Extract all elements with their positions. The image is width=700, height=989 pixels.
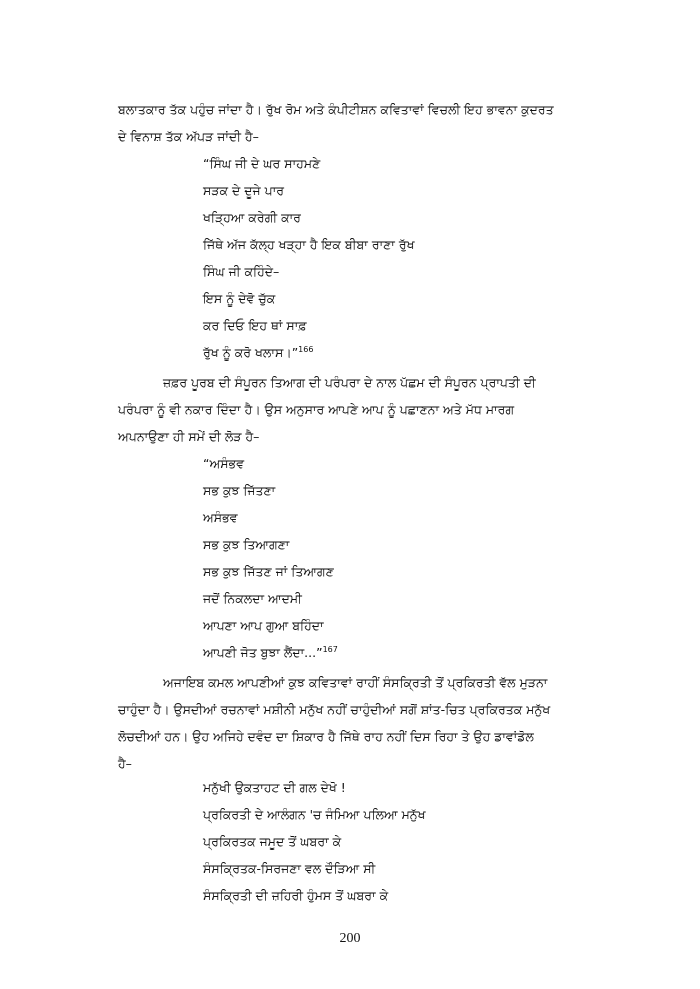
- paragraph-line: ਪਰੰਪਰਾ ਨੂੰ ਵੀ ਨਕਾਰ ਦਿੰਦਾ ਹੈ। ਉਸ ਅਨੁਸਾਰ ਆਪਣੇ ਆਪ ਨੂੰ ਪਛਾਣਨਾ ਅਤੇ ਮੱਧ ਮਾਰਗ: [118, 402, 515, 417]
- paragraph-line: ਹੈ–: [118, 756, 132, 771]
- poem-line: ਸੰਸਕ੍ਰਿਤਕ-ਸਿਰਜਣਾ ਵਲ ਦੌੜਿਆ ਸੀ: [203, 861, 376, 876]
- poem-line: ਖੜ੍ਹਿਆ ਕਰੇਗੀ ਕਾਰ: [203, 210, 301, 225]
- poem-line: ਜਿੱਥੇ ਅੱਜ ਕੱਲ੍ਹ ਖੜ੍ਹਾ ਹੈ ਇਕ ਬੀਬਾ ਰਾਣਾ ਰੁੱਖ: [203, 237, 415, 252]
- paragraph-line: ਲੋਚਦੀਆਂ ਹਨ। ਉਹ ਅਜਿਹੇ ਦਵੰਦ ਦਾ ਸ਼ਿਕਾਰ ਹੈ ਜਿੱਥੇ ਰਾਹ ਨਹੀਂ ਦਿਸ ਰਿਹਾ ਤੇ ਉਹ ਡਾਵਾਂਡੋਲ: [118, 729, 534, 744]
- poem-line: ਸੰਸਕ੍ਰਿਤੀ ਦੀ ਜ਼ਹਿਰੀ ਹੁੰਮਸ ਤੋਂ ਘਬਰਾ ਕੇ: [203, 888, 389, 903]
- poem-line: “ਅਸੰਭਵ: [203, 456, 245, 471]
- paragraph-text: ਬਲਾਤਕਾਰ ਤੱਕ ਪਹੁੰਚ ਜਾਂਦਾ ਹੈ। ਰੁੱਖ ਰੋਮ ਅਤੇ ਕੰਪੀਟੀਸ਼ਨ ਕਵਿਤਾਵਾਂ ਵਿਚਲੀ ਇਹ ਭਾਵਨਾ ਕੁਦਰਤ: [118, 102, 554, 117]
- paragraph-line: ਦੇ ਵਿਨਾਸ਼ ਤੱਕ ਅੱਪੜ ਜਾਂਦੀ ਹੈ–: [118, 129, 259, 144]
- footnote-marker: 166: [298, 344, 314, 354]
- poem-line-text: ਰੁੱਖ ਨੂੰ ਕਰੋ ਖਲਾਸ।”: [203, 345, 299, 360]
- poem-line: ਇਸ ਨੂੰ ਦੇਵੋ ਚੁੱਕ: [203, 291, 276, 306]
- poem-line: ਸਭ ਕੁਝ ਜਿੱਤਣਾ: [203, 483, 276, 498]
- poem-line: ਸਭ ਕੁਝ ਜਿੱਤਣ ਜਾਂ ਤਿਆਗਣ: [203, 564, 334, 579]
- poem-line: ਪ੍ਰਕਿਰਤਕ ਜਮੂਦ ਤੋਂ ਘਬਰਾ ਕੇ: [203, 834, 342, 849]
- poem-line: ਮਨੁੱਖੀ ਉਕਤਾਹਟ ਦੀ ਗਲ ਦੇਖੋ !: [203, 780, 346, 795]
- poem-line: ਸੜਕ ਦੇ ਦੂਜੇ ਪਾਰ: [203, 183, 285, 198]
- poem-line: “ਸਿੰਘ ਜੀ ਦੇ ਘਰ ਸਾਹਮਣੇ: [203, 156, 321, 171]
- page-number: 200: [339, 931, 361, 946]
- poem-line: ਆਪਣਾ ਆਪ ਗੁਆ ਬਹਿੰਦਾ: [203, 618, 324, 633]
- poem-line: ਸਭ ਕੁਝ ਤਿਆਗਣਾ: [203, 537, 290, 552]
- paragraph-line: [118, 102, 581, 118]
- paragraph-line: ਅਜਾਇਬ ਕਮਲ ਆਪਣੀਆਂ ਕੁਝ ਕਵਿਤਾਵਾਂ ਰਾਹੀਂ ਸੰਸਕ੍ਰਿਤੀ ਤੋਂ ਪ੍ਰਕਿਰਤੀ ਵੱਲ ਮੁੜਨਾ: [163, 675, 548, 690]
- poem-line: [203, 345, 313, 361]
- footnote-marker: 167: [322, 644, 338, 654]
- poem-line-text: ਆਪਣੀ ਜੋਤ ਬੁਝਾ ਲੈਂਦਾ...”: [203, 645, 323, 660]
- poem-line: ਪ੍ਰਕਿਰਤੀ ਦੇ ਆਲੰਗਨ 'ਚ ਜੰਮਿਆ ਪਲਿਆ ਮਨੁੱਖ: [203, 807, 426, 822]
- paragraph-line: ਚਾਹੁੰਦਾ ਹੈ। ਉਸਦੀਆਂ ਰਚਨਾਵਾਂ ਮਸ਼ੀਨੀ ਮਨੁੱਖ ਨਹੀਂ ਚਾਹੁੰਦੀਆਂ ਸਗੋਂ ਸ਼ਾਂਤ-ਚਿਤ ਪ੍ਰਕਿਰਤਕ ਮਨੁੱਖ: [118, 702, 551, 717]
- paragraph-line: ਅਪਨਾਉਣਾ ਹੀ ਸਮੇਂ ਦੀ ਲੋੜ ਹੈ–: [118, 429, 260, 444]
- paragraph-line: [163, 375, 581, 391]
- paragraph-text: ਜ਼ਫ਼ਰ ਪੂਰਬ ਦੀ ਸੰਪੂਰਨ ਤਿਆਗ ਦੀ ਪਰੰਪਰਾ ਦੇ ਨਾਲ ਪੱਛਮ ਦੀ ਸੰਪੂਰਨ ਪ੍ਰਾਪਤੀ ਦੀ: [163, 375, 536, 390]
- poem-line: [203, 645, 338, 661]
- poem-line: ਜਦੋਂ ਨਿਕਲਦਾ ਆਦਮੀ: [203, 591, 302, 606]
- poem-line: ਸਿੰਘ ਜੀ ਕਹਿੰਦੇ–: [203, 264, 280, 279]
- poem-line: ਅਸੰਭਵ: [203, 510, 238, 525]
- poem-line: ਕਰ ਦਿਓ ਇਹ ਥਾਂ ਸਾਫ਼: [203, 318, 307, 333]
